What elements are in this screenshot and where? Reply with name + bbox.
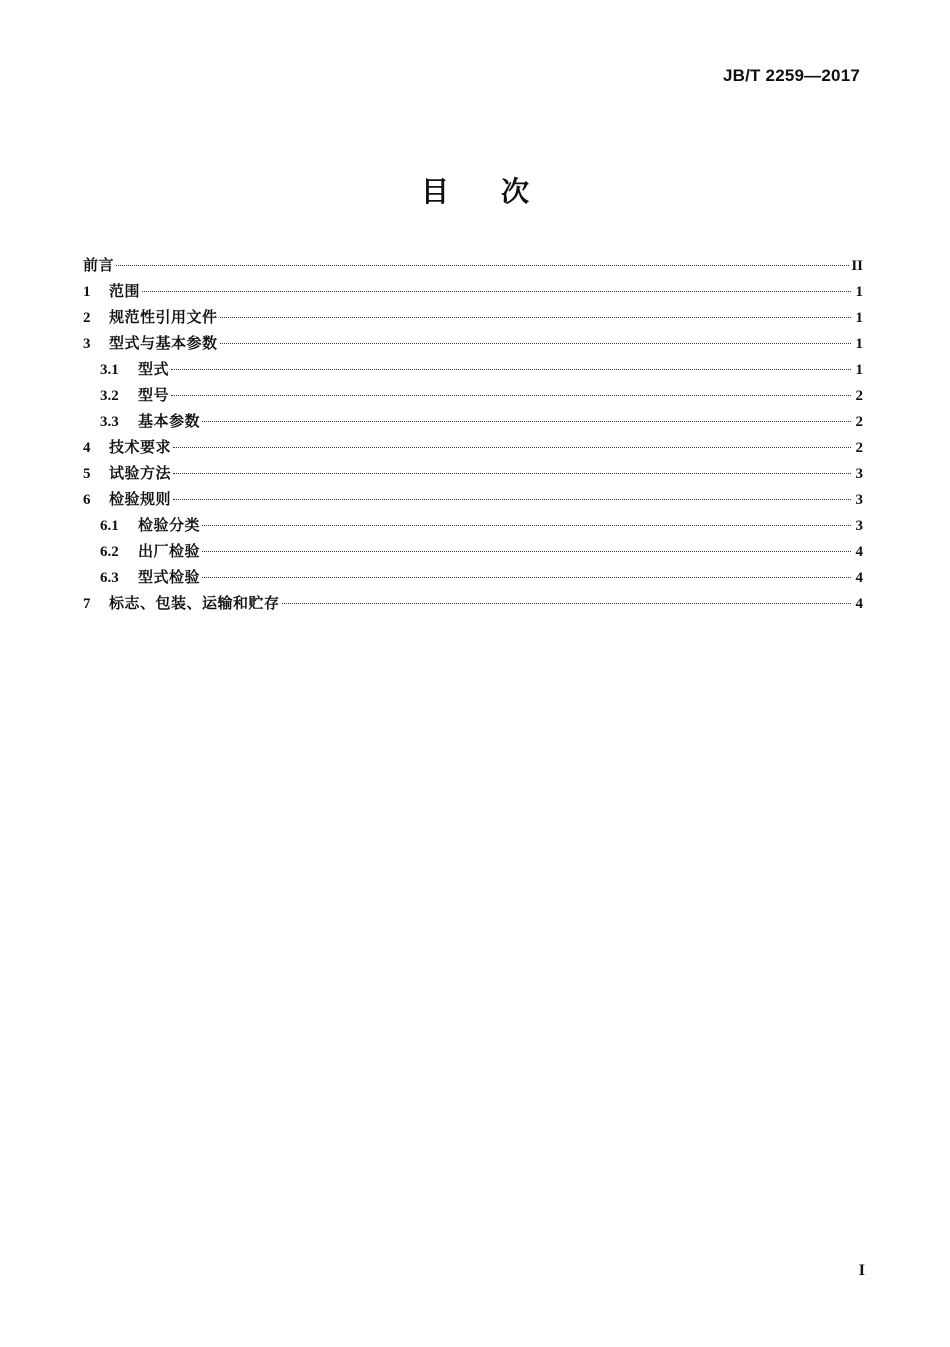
toc-entry-page: 1 [855, 336, 863, 352]
page-title [0, 170, 950, 210]
toc-entry-label: 型式与基本参数 [109, 334, 218, 352]
toc-entry-page: 3 [855, 492, 863, 508]
dot-leader [142, 291, 851, 292]
toc-entry[interactable] [83, 306, 863, 332]
dot-leader [171, 395, 851, 396]
toc-entry[interactable] [83, 462, 863, 488]
toc-entry-number: 6.1 [100, 518, 119, 534]
toc-entry-number: 5 [83, 466, 91, 482]
standard-number: JB/T 2259—2017 [723, 66, 860, 85]
toc-entry-label: 型式 [138, 360, 170, 378]
toc-entry-label: 规范性引用文件 [109, 308, 218, 326]
dot-leader [171, 369, 851, 370]
title-char-2: 次 [501, 175, 530, 208]
dot-leader [116, 265, 849, 266]
toc-entry-label: 出厂检验 [138, 542, 201, 560]
toc-entry[interactable] [83, 436, 863, 462]
toc-entry-page: 1 [855, 310, 863, 326]
toc-entry-page: 4 [855, 570, 863, 586]
dot-leader [202, 525, 851, 526]
toc-entry-label: 标志、包装、运输和贮存 [109, 594, 280, 612]
page-number: I [858, 1262, 865, 1279]
toc-entry-page: 2 [855, 388, 863, 404]
toc-entry-label: 基本参数 [138, 412, 201, 430]
toc-entry-label: 范围 [109, 282, 141, 300]
toc-entry[interactable] [83, 410, 863, 436]
table-of-contents [83, 254, 863, 618]
toc-entry-label: 技术要求 [109, 438, 172, 456]
toc-entry-number: 7 [83, 596, 91, 612]
toc-entry-number: 6.2 [100, 544, 119, 560]
toc-entry-number: 3.3 [100, 414, 119, 430]
toc-entry-number: 2 [83, 310, 91, 326]
toc-entry[interactable] [83, 358, 863, 384]
toc-entry[interactable] [83, 566, 863, 592]
toc-entry[interactable] [83, 384, 863, 410]
dot-leader [282, 603, 851, 604]
toc-entry-number: 3 [83, 336, 91, 352]
toc-entry-page: 2 [855, 414, 863, 430]
toc-entry-page: 1 [855, 362, 863, 378]
toc-entry-label: 检验分类 [138, 516, 201, 534]
toc-entry-page: II [851, 258, 863, 274]
toc-entry-number: 6 [83, 492, 91, 508]
toc-entry[interactable] [83, 488, 863, 514]
toc-entry-label: 检验规则 [109, 490, 172, 508]
dot-leader [202, 577, 851, 578]
toc-entry-page: 3 [855, 466, 863, 482]
toc-entry-number: 3.2 [100, 388, 119, 404]
dot-leader [173, 473, 851, 474]
toc-entry-page: 1 [855, 284, 863, 300]
toc-entry-page: 2 [855, 440, 863, 456]
toc-entry-number: 6.3 [100, 570, 119, 586]
toc-entry-number: 1 [83, 284, 91, 300]
toc-entry-page: 4 [855, 544, 863, 560]
toc-entry-label: 试验方法 [109, 464, 172, 482]
dot-leader [202, 551, 851, 552]
toc-entry[interactable] [83, 540, 863, 566]
toc-entry-page: 3 [855, 518, 863, 534]
toc-entry-label: 前言 [83, 256, 115, 274]
title-char-1: 目 [420, 175, 449, 208]
toc-entry-label: 型式检验 [138, 568, 201, 586]
toc-entry-number: 3.1 [100, 362, 119, 378]
toc-entry-label: 型号 [138, 386, 170, 404]
dot-leader [202, 421, 851, 422]
toc-entry[interactable] [83, 254, 863, 280]
dot-leader [220, 343, 851, 344]
dot-leader [173, 499, 851, 500]
toc-entry-number: 4 [83, 440, 91, 456]
toc-entry[interactable] [83, 332, 863, 358]
dot-leader [220, 317, 851, 318]
toc-entry[interactable] [83, 280, 863, 306]
toc-entry[interactable] [83, 514, 863, 540]
toc-entry[interactable] [83, 592, 863, 618]
dot-leader [173, 447, 851, 448]
toc-entry-page: 4 [855, 596, 863, 612]
